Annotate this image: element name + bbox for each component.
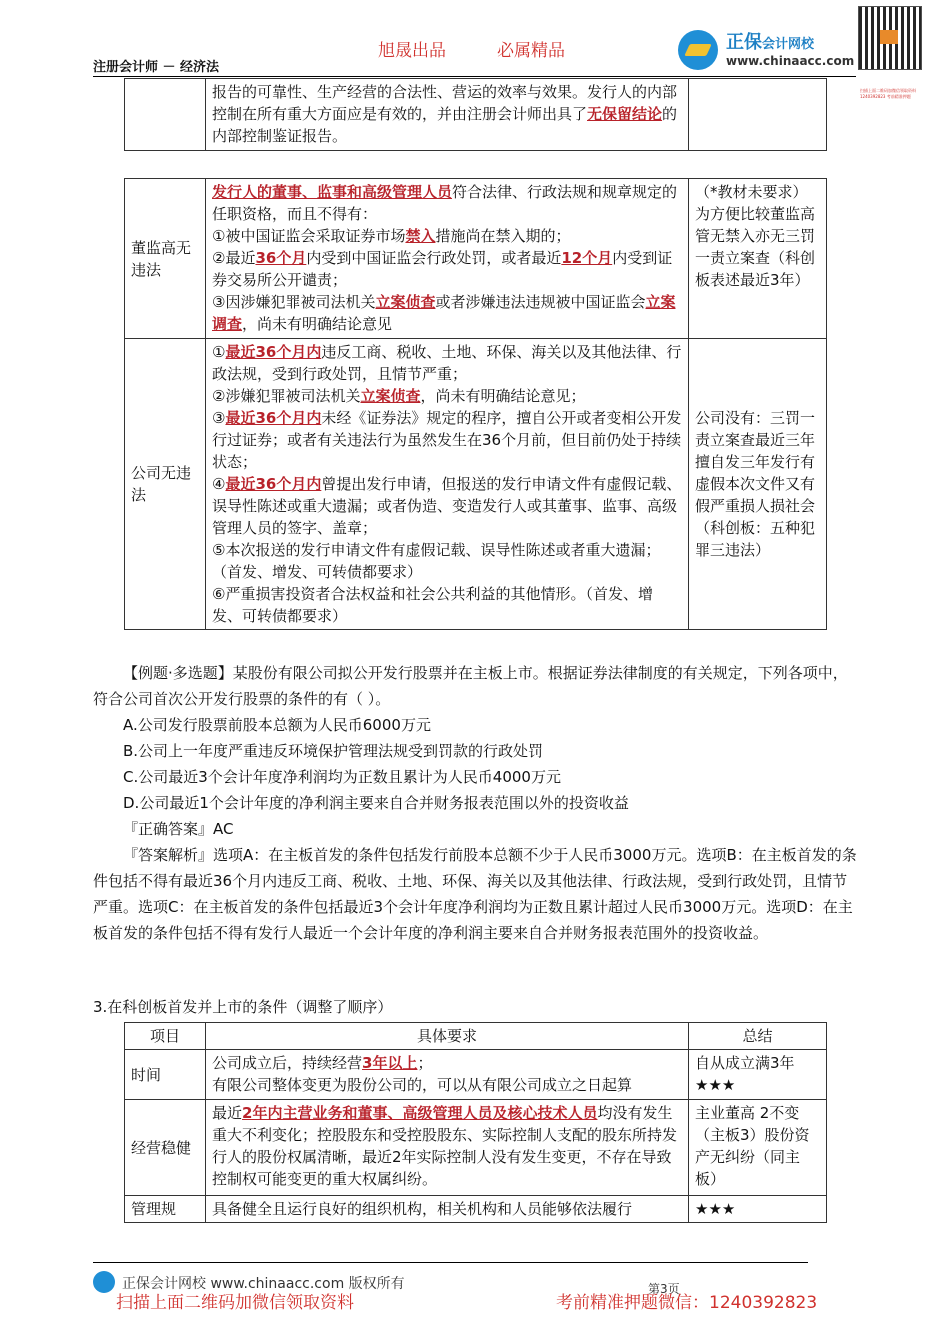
logo-title: 正保会计网校 (726, 32, 815, 53)
row-label: 董监高无违法 (125, 179, 206, 339)
table-cell: 发行人的董事、监事和高级管理人员符合法律、行政法规和规章规定的任职资格，而且不得有： ①被中国证监会采取证券市场禁入措施尚在禁入期的； ②最近36个月内受到中国证监会行政处罚，或者最近12个月内受到证券交易所公开谴责； ③因涉嫌犯罪被司法机关立案侦查或者涉嫌违法违规被中国证监会立案调查，尚未有明确结论意见 (206, 179, 689, 339)
qr-note: 扫描上面二维码加微信领取资料 1240392823 考前精准押题 (860, 88, 916, 99)
table-row (125, 1196, 827, 1223)
row-label: 经营稳健 (125, 1100, 206, 1196)
column-header: 总结 (689, 1023, 827, 1050)
summary-cell: 公司没有：三罚一责立案查最近三年擅自发三年发行有虚假本次文件又有假严重损人损社会（科创板：五种犯罪三违法） (689, 339, 827, 630)
table-cell: 最近2年内主营业务和董事、高级管理人员及核心技术人员均没有发生重大不利变化；控股股东和受控股股东、实际控制人支配的股东所持发行人的股份权属清晰，最近2年实际控制人没有发生变更，不存在导致控制权可能变更的重大权属纠纷。 (206, 1100, 689, 1196)
chinaacc-logo[interactable] (678, 26, 858, 74)
footer-divider (93, 1262, 808, 1263)
table-cell: 具备健全且运行良好的组织机构，相关机构和人员能够依法履行 (206, 1196, 689, 1223)
table-cell: 公司成立后，持续经营3年以上； 有限公司整体变更为股份公司的，可以从有限公司成立之日起算 (206, 1050, 689, 1100)
summary-cell: （*教材未要求）为方便比较董监高管无禁入亦无三罚一责立案查（科创板表述最近3年） (689, 179, 827, 339)
footer-logo-icon (93, 1271, 115, 1293)
answer-analysis: 『答案解析』选项A：在主板首发的条件包括发行前股本总额不少于人民币3000万元。选项B：在主板首发的条件包括不得有最近36个月内违反工商、税收、土地、环保、海关以及其他法律、行政法规，受到行政处罚，且情节严重。选项C：在主板首发的条件包括最近3个会计年度净利润均为正数且累计超过人民币3000万元。选项D：在主板首发的条件包括不得有发行人最近一个会计年度的净利润主要来自合并财务报表范围外的投资收益。 (93, 846, 857, 942)
table-row (125, 179, 827, 339)
header-slogan-right: 必属精品 (497, 41, 565, 61)
answer: 『正确答案』AC (123, 820, 234, 838)
footer-promo-left: 扫描上面二维码加微信领取资料 (116, 1293, 354, 1313)
logo-icon (678, 30, 718, 70)
table-row (125, 1100, 827, 1196)
question-stem: 【例题·多选题】某股份有限公司拟公开发行股票并在主板上市。根据证券法律制度的有关规定，下列各项中，符合公司首次公开发行股票的条件的有（ ）。 (93, 664, 848, 708)
option-a: A.公司发行股票前股本总额为人民币6000万元 (123, 716, 431, 734)
table-cell: ①最近36个月内违反工商、税收、土地、环保、海关以及其他法律、行政法规，受到行政处罚，且情节严重； ②涉嫌犯罪被司法机关立案侦查，尚未有明确结论意见； ③最近36个月内未经《证券法》规定的程序，擅自公开或者变相公开发行过证券；或者有关违法行为虽然发生在36个月前，但目前仍处于持续状态； ④最近36个月内曾提出发行申请，但报送的发行申请文件有虚假记载、误导性陈述或重大遗漏；或者伪造、变造发行人或其董事、监事、高级管理人员的签字、盖章； ⑤本次报送的发行申请文件有虚假记载、误导性陈述或者重大遗漏；（首发、增发、可转债都要求） ⑥严重损害投资者合法权益和社会公共利益的其他情形。（首发、增发、可转债都要求） (206, 339, 689, 630)
logo-url: www.chinaacc.com (726, 54, 855, 68)
summary-cell: 自从成立满3年 ★★★ (689, 1050, 827, 1100)
page-number: 第3页 (648, 1282, 680, 1296)
star-market-table (124, 1022, 827, 1223)
option-c: C.公司最近3个会计年度净利润均为正数且累计为人民币4000万元 (123, 768, 561, 786)
summary-cell: ★★★ (689, 1196, 827, 1223)
table-row (125, 1050, 827, 1100)
table-continued (124, 78, 827, 151)
row-label: 管理规 (125, 1196, 206, 1223)
footer-promo-right: 考前精准押题微信：1240392823 (556, 1293, 818, 1313)
footer-site: 正保会计网校 www.chinaacc.com 版权所有 (122, 1276, 405, 1292)
row-label: 时间 (125, 1050, 206, 1100)
table-row (125, 339, 827, 630)
column-header: 具体要求 (206, 1023, 689, 1050)
option-b: B.公司上一年度严重违反环境保护管理法规受到罚款的行政处罚 (123, 742, 544, 760)
row-label: 公司无违法 (125, 339, 206, 630)
option-d: D.公司最近1个会计年度的净利润主要来自合并财务报表范围以外的投资收益 (123, 794, 629, 812)
subject-title: 注册会计师 － 经济法 (93, 60, 220, 75)
header-slogan-left: 旭晟出品 (378, 41, 446, 61)
summary-cell: 主业董高 2不变（主板3）股份资产无纠纷（同主板） (689, 1100, 827, 1196)
table-cell: 报告的可靠性、生产经营的合法性、营运的效率与效果。发行人的内部控制在所有重大方面应是有效的，并由注册会计师出具了无保留结论的内部控制鉴证报告。 (206, 79, 689, 151)
column-header: 项目 (125, 1023, 206, 1050)
header-divider (93, 76, 856, 77)
ipo-conditions-table (124, 178, 827, 630)
table-header-row (125, 1023, 827, 1050)
section-title: 3.在科创板首发并上市的条件（调整了顺序） (93, 998, 393, 1016)
qr-center-badge (880, 30, 898, 44)
